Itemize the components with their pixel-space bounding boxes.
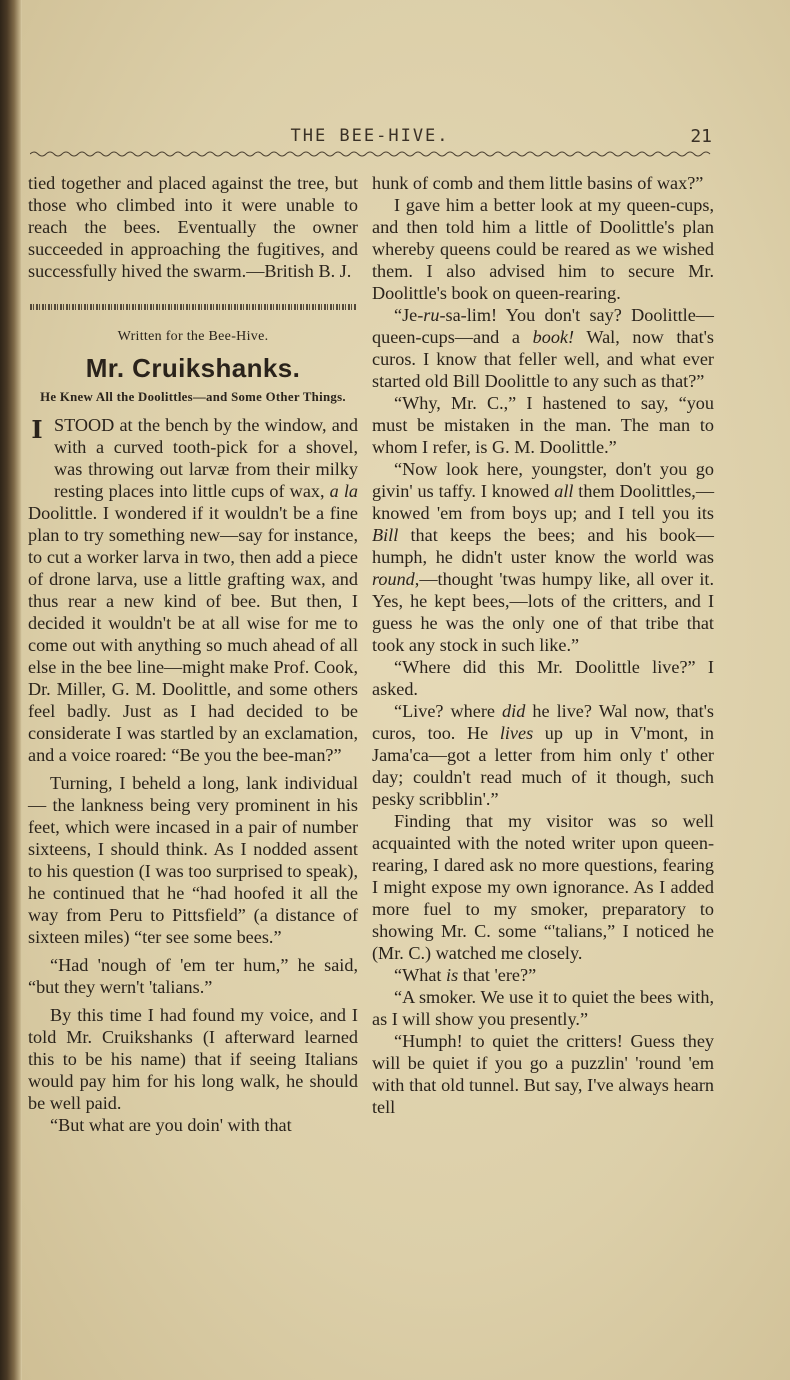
article-paragraph-4: By this time I had found my voice, and I told Mr. Cruikshanks (I afterward learned this to be his name) that if seeing Italians would pay him for his long walk, he should be well paid. xyxy=(28,1005,358,1113)
left-column xyxy=(28,172,358,1136)
continued-paragraph: tied together and placed against the tree, but those who climbed into it were unable to reach the bees. Eventually the owner succeeded in approaching the fugitives, and successfully hived the swarm.—British B. J. xyxy=(28,173,358,281)
article-paragraph-1: I STOOD at the bench by the window, and with a curved tooth-pick for a shovel, was throwing out larvæ from their milky resting places into little cups of wax, a la Doolittle. I wondered if it wouldn't be a fine plan to try something new—say for instance, to cut a worker larva in two, then add a piece of drone larva, use a little grafting wax, and thus rear a new kind of bee. But then, I decided it wouldn't be at all wise for me to come out with anything so much ahead of all else in the bee line—might make Prof. Cook, Dr. Miller, G. M. Doolittle, and some others feel badly. Just as I had decided to be considerate I was startled by an exclamation, and a voice roared: “Be you the bee-man?” xyxy=(28,415,358,765)
running-title: THE BEE-HIVE. xyxy=(290,126,450,146)
article-paragraph-3: “Had 'nough of 'em ter hum,” he said, “but they wern't 'talians.” xyxy=(28,955,358,997)
right-paragraph-9: “What is that 'ere?” xyxy=(394,965,537,985)
right-paragraph-4: “Why, Mr. C.,” I hastened to say, “you must be mistaken in the man. The man to whom I refer, is G. M. Doolittle.” xyxy=(372,393,714,457)
right-paragraph-11: “Humph! to quiet the critters! Guess they will be quiet if you go a puzzlin' 'round 'em with that old tunnel. But say, I've always hearn tell xyxy=(372,1031,714,1117)
right-paragraph-7: “Live? where did he live? Wal now, that's curos, too. He lives up up in V'mont, in Jama'ca—got a letter from him only t' other day; couldn't read much of it though, such pesky scribblin'.” xyxy=(372,701,715,809)
right-paragraph-10: “A smoker. We use it to quiet the bees with, as I will show you presently.” xyxy=(372,987,714,1029)
right-paragraph-8: Finding that my visitor was so well acquainted with the noted writer upon queen-rearing, I dared ask no more questions, fearing I might expose my own ignorance. As I added more fuel to my smoker, preparatory to showing Mr. C. some “'talians,” I noticed he (Mr. C.) watched me closely. xyxy=(372,811,714,963)
right-paragraph-2: I gave him a better look at my queen-cups, and then told him a little of Doolittle's plan whereby queens could be reared as we wished them. I also advised him to secure Mr. Doolittle's book on queen-rearing. xyxy=(372,195,714,303)
article-paragraph-2: Turning, I beheld a long, lank individual — the lankness being very prominent in his feet, which were incased in a pair of number sixteens, I should think. As I nodded assent to his question (I was too surprised to speak), he continued that he “had hoofed it all the way from Peru to Pittsfield” (a distance of sixteen miles) “ter see some bees.” xyxy=(28,773,358,947)
page-header xyxy=(28,126,712,152)
page-number: 21 xyxy=(690,126,712,147)
article-kicker: Written for the Bee-Hive. xyxy=(117,329,269,344)
right-column xyxy=(372,172,714,1118)
right-paragraph-6: “Where did this Mr. Doolittle live?” I asked. xyxy=(372,657,714,699)
section-divider xyxy=(30,304,356,310)
wavy-header-rule xyxy=(30,150,712,158)
right-paragraph-1: hunk of comb and them little basins of wax?” xyxy=(372,173,704,193)
right-paragraph-3: “Je-ru-sa-lim! You don't say? Doolittle—queen-cups—and a book! Wal, now that's curos. I know that feller well, and what ever started old Bill Doolittle to any such as that?” xyxy=(372,305,714,391)
book-binding-edge xyxy=(0,0,22,1380)
article-subtitle: He Knew All the Doolittles—and Some Other Things. xyxy=(40,390,346,404)
article-paragraph-5: “But what are you doin' with that xyxy=(50,1115,292,1135)
right-paragraph-5: “Now look here, youngster, don't you go givin' us taffy. I knowed all them Doolittles,—knowed 'em from boys up; and I tell you its Bill that keeps the bees; and his book—humph, he didn't uster know the world was round,—thought 'twas humpy like, all over it. Yes, he kept bees,—lots of the critters, and I guess he was the only one of that tribe that took any stock in such like.” xyxy=(372,459,715,655)
drop-cap: I xyxy=(31,415,43,444)
article-title: Mr. Cruikshanks. xyxy=(85,353,301,383)
